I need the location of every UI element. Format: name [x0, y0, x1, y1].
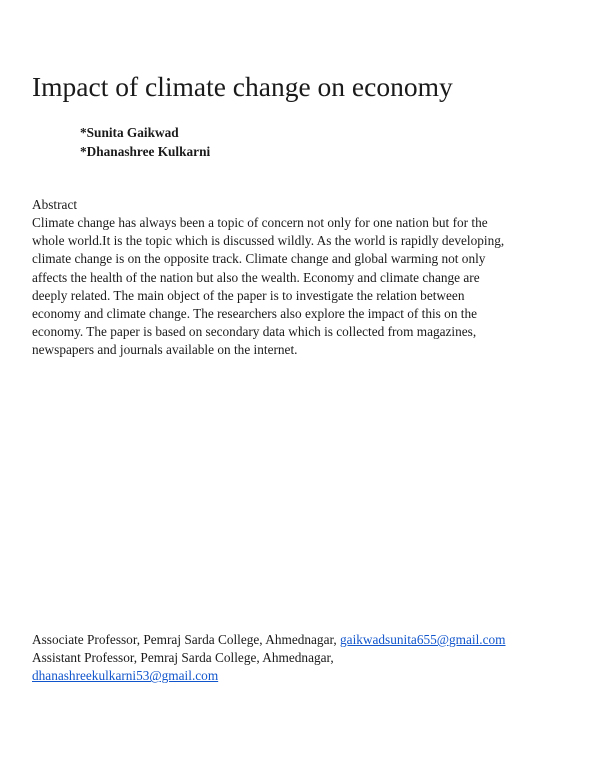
abstract-line: Climate change has always been a topic of concern not only for one nation but for the: [32, 215, 488, 230]
author-affiliations: [32, 631, 572, 686]
abstract-heading: Abstract: [32, 197, 78, 212]
abstract-line: economy and climate change. The researchers also explore the impact of this on the: [32, 306, 478, 322]
abstract-line: deeply related. The main object of the paper is to investigate the relation between: [32, 287, 465, 303]
abstract-body: [32, 214, 532, 360]
abstract-line: whole world.It is the topic which is discussed wildly. As the world is rapidly developing,: [32, 233, 505, 249]
abstract-line: economy. The paper is based on secondary data which is collected from magazines,: [32, 324, 477, 340]
email-link-gaikwad[interactable]: gaikwadsunita655@gmail.com: [340, 632, 506, 647]
affiliation-line-3: [32, 667, 572, 685]
abstract-line: affects the health of the nation but also the wealth. Economy and climate change are: [32, 269, 480, 285]
email-link-kulkarni[interactable]: dhanashreekulkarni53@gmail.com: [32, 668, 219, 684]
abstract-line: newspapers and journals available on the internet.: [32, 342, 298, 358]
affiliation-text-assistant-professor: Assistant Professor, Pemraj Sarda College, Ahmednagar,: [32, 650, 334, 666]
author-sunita-gaikwad: *Sunita Gaikwad: [80, 125, 179, 140]
paper-title: Impact of climate change on economy: [32, 71, 453, 102]
affiliation-text-associate-professor: Associate Professor, Pemraj Sarda College, Ahmednagar,: [32, 632, 341, 647]
abstract-line: climate change is on the opposite track. Climate change and global warming not only: [32, 251, 486, 267]
affiliation-line-1: [32, 631, 572, 649]
author-dhanashree-kulkarni: *Dhanashree Kulkarni: [80, 144, 211, 159]
